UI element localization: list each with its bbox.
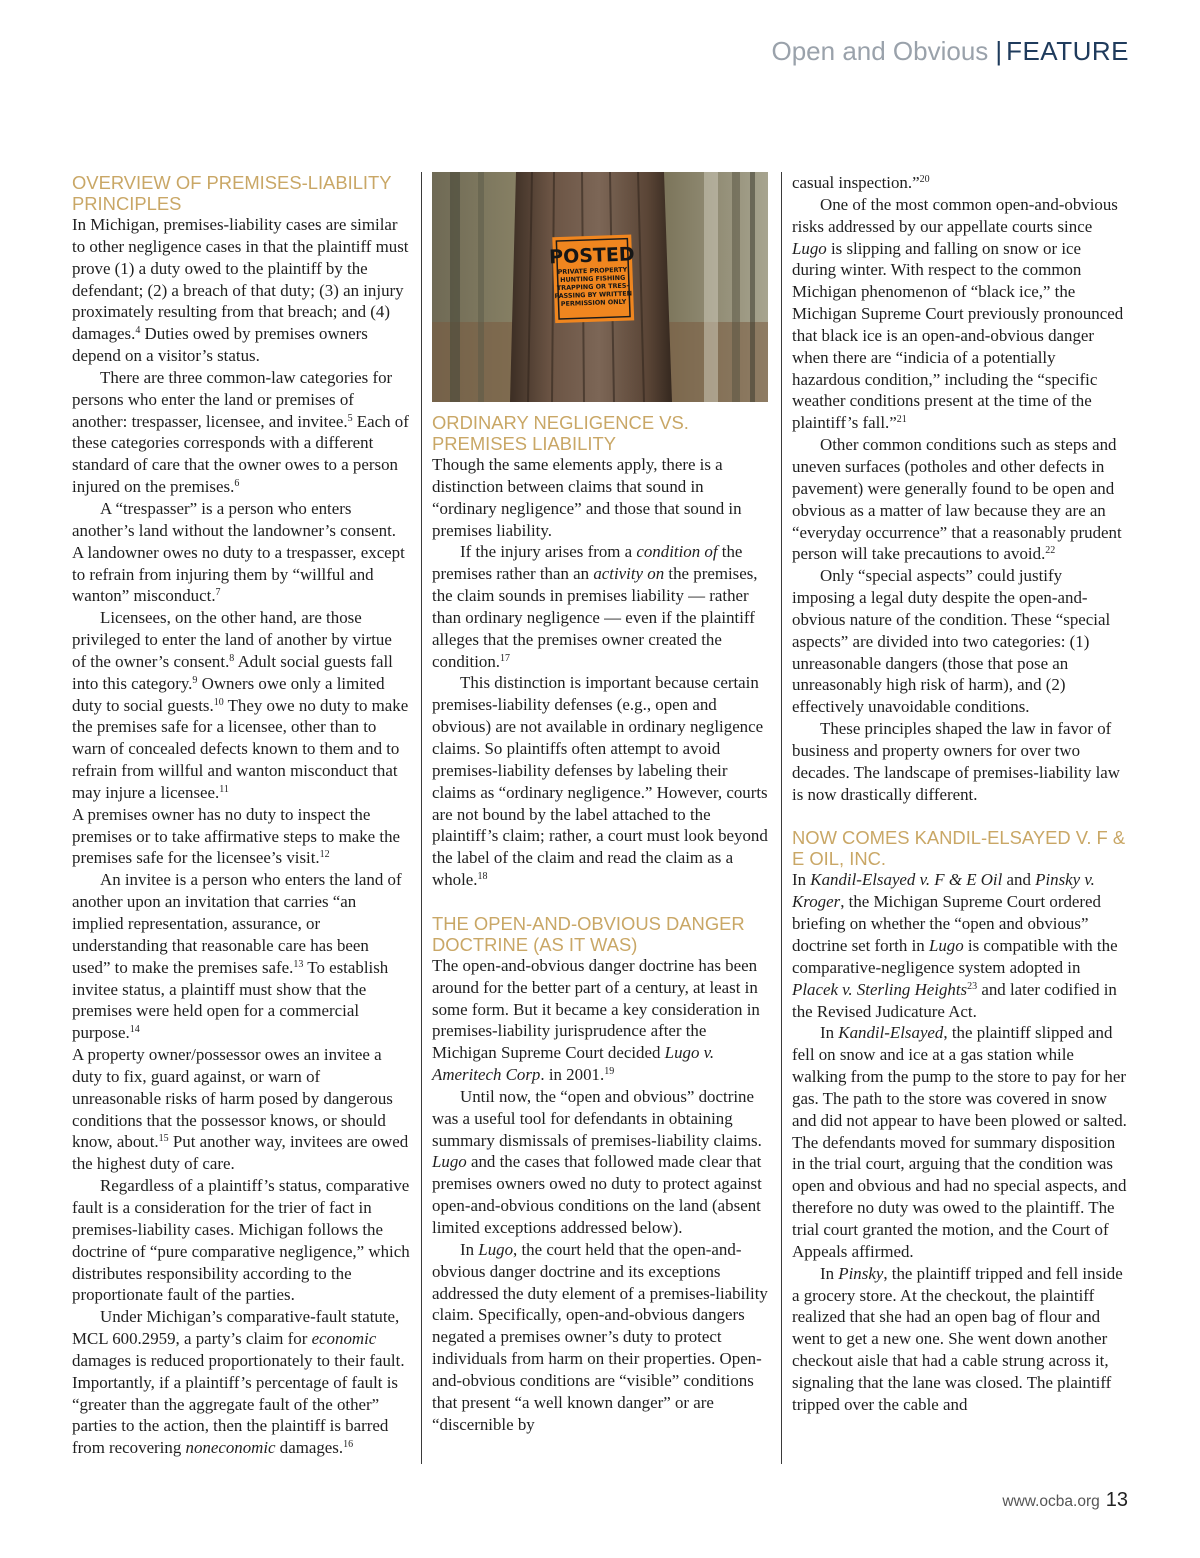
text-run: Under Michigan’s comparative-fault statute, MCL 600.2959, a party’s claim for	[72, 1307, 400, 1349]
italic-text: Lugo	[478, 1239, 514, 1259]
italic-text: Lugo	[432, 1152, 467, 1172]
italic-text: condition of	[636, 542, 718, 562]
footnote-ref: 14	[129, 1024, 140, 1036]
sign-line: PERMISSION ONLY	[560, 297, 627, 308]
text-run: and	[1002, 870, 1036, 890]
footnote-ref: 4	[135, 325, 141, 337]
paragraph	[72, 498, 410, 607]
italic-text: Pinsky	[838, 1263, 884, 1283]
footnote-ref: 11	[219, 783, 229, 795]
article-column-1	[72, 172, 410, 1459]
section-heading: THE OPEN-AND-OBVIOUS DANGER DOCTRINE (AS IT WAS)	[432, 912, 745, 955]
text-run: To establish invitee status, a plaintiff must show that the premises were held open for a commercial purpose.	[72, 957, 389, 1043]
footnote-ref: 5	[347, 412, 353, 424]
column-rule-1	[421, 172, 422, 1464]
text-run: An invitee is a person who enters the land of another upon an invitation that carries “an implied representation, assurance, or understanding that reasonable care has been used” to make the premises safe.	[72, 870, 402, 977]
text-run: Licensees, on the other hand, are those privileged to enter the land of another by virtue of the owner’s consent.	[72, 608, 392, 671]
footnote-ref: 6	[234, 478, 240, 490]
paragraph	[72, 804, 410, 870]
italic-text: Lugo v. Ameritech Corp	[432, 1043, 715, 1085]
italic-text: Kandil-Elsayed v. F & E Oil	[810, 870, 1003, 890]
feature-label: FEATURE	[1006, 36, 1129, 66]
paragraph	[72, 1306, 410, 1459]
italic-text: activity on	[593, 564, 665, 584]
header-separator: |	[995, 36, 1003, 66]
footnote-ref: 7	[215, 587, 221, 599]
footnote-ref: 10	[213, 696, 224, 708]
text-run: Regardless of a plaintiff’s status, comparative fault is a consideration for the trier of fact in premises-liability cases. Michigan follows the doctrine of “pure comparative negligence,” which distributes responsibility according to the proportionate fault of the parties.	[72, 1176, 410, 1305]
text-run: If the injury arises from a	[460, 542, 637, 562]
footnote-ref: 20	[919, 174, 930, 185]
paragraph	[72, 1175, 410, 1306]
footnote-ref: 21	[896, 414, 907, 426]
paragraph	[72, 607, 410, 804]
text-run: , the Michigan Supreme Court ordered briefing on whether the “open and obvious” doctrine set forth in	[792, 892, 1101, 955]
paragraph	[432, 955, 770, 1086]
text-run: and the cases that followed made clear that premises owners owed no duty to protect against open-and-obvious conditions on the land (absent limited exceptions addressed below).	[432, 1152, 762, 1237]
footnote-ref: 19	[604, 1066, 615, 1078]
text-run: Each of these categories corresponds with a different standard of care that the owner owes to a person injured on the premises.	[72, 411, 409, 497]
paragraph	[72, 869, 410, 1044]
text-run: Until now, the “open and obvious” doctrine was a useful tool for defendants in obtaining summary dismissals of premises-liability claims.	[432, 1086, 762, 1150]
paragraph	[792, 718, 1128, 805]
text-run: A premises owner has no duty to inspect the premises or to take affirmative steps to make the premises safe for the licensee’s visit.	[72, 804, 401, 868]
footnote-ref: 18	[477, 871, 488, 883]
paragraph	[792, 565, 1128, 718]
text-run: and later codified in the Revised Judicature Act.	[792, 979, 1117, 1021]
sign-line: TRAPPING OR TRES-	[556, 281, 630, 293]
sign-line: HUNTING FISHING	[560, 273, 626, 284]
text-run: A property owner/possessor owes an invitee a duty to fix, guard against, or warn of unreasonable risks of harm posed by dangerous conditions that the possessor knows, or should know, about.	[72, 1045, 393, 1152]
italic-text: noneconomic	[185, 1438, 276, 1458]
text-run: the premises rather than an	[432, 542, 743, 584]
paragraph	[792, 194, 1128, 434]
text-run: In	[820, 1023, 839, 1043]
italic-text: economic	[311, 1329, 377, 1349]
paragraph	[432, 672, 770, 890]
italic-text: Lugo	[928, 936, 964, 955]
page-footer	[1002, 1489, 1128, 1512]
text-run: damages.	[275, 1438, 344, 1458]
text-run: They owe no duty to make the premises safe for a licensee, other than to warn of concealed defects known to them and to refrain from willful and wanton misconduct that may injure a licensee.	[72, 695, 409, 802]
italic-text: Kandil-Elsayed	[838, 1023, 944, 1043]
footnote-ref: 17	[500, 652, 511, 664]
section-title: Open and Obvious	[771, 36, 989, 66]
text-run: There are three common-law categories for persons who enter the land or premises of another: trespasser, licensee, and invitee.	[72, 367, 393, 431]
footnote-ref: 12	[319, 849, 330, 861]
text-run: . in 2001.	[540, 1065, 605, 1085]
section-heading: NOW COMES KANDIL-ELSAYED V. F & E OIL, INC.	[792, 827, 1126, 870]
sign-line: PRIVATE PROPERTY	[557, 265, 628, 277]
article-column-2	[432, 172, 770, 1435]
paragraph	[432, 1086, 770, 1239]
paragraph	[432, 1239, 770, 1436]
text-run: In Michigan, premises-liability cases are similar to other negligence cases in that the plaintiff must prove (1) a duty owed to the plaintiff by the defendant; (2) a breach of that duty; (3) an injury proximately resulting from that breach; and (4) damages.	[72, 215, 409, 344]
text-run: Other common conditions such as steps and uneven surfaces (potholes and other defects in pavement) were generally found to be open and obvious as a matter of law because they are an “everyday occurrence” that a reasonably prudent person will take precautions to avoid.	[792, 435, 1122, 564]
paragraph	[792, 869, 1128, 1022]
footnote-ref: 9	[192, 674, 198, 686]
text-run: The open-and-obvious danger doctrine has been around for the better part of a century, at least in some form. But it became a key consideration in premises-liability jurisprudence after the Michigan Supreme Court decided	[432, 955, 760, 1063]
section-heading: OVERVIEW OF PREMISES-LIABILITY PRINCIPLES	[72, 172, 392, 214]
text-run: casual inspection.”	[792, 173, 920, 192]
footnote-ref: 22	[1045, 545, 1056, 557]
italic-text: Pinsky v. Kroger	[792, 870, 1095, 912]
text-run: Only “special aspects” could justify imposing a legal duty despite the open-and-obvious nature of the condition. These “special aspects” are divided into two categories: (1) unreasonable dangers (those that pose an unreasonably high risk of harm), and (2) effectively unavoidable conditions.	[792, 566, 1111, 717]
text-run: Put another way, invitees are owed the highest duty of care.	[72, 1132, 409, 1174]
paragraph	[792, 172, 1128, 194]
paragraph	[72, 214, 410, 367]
paragraph	[792, 1263, 1128, 1416]
section-heading: ORDINARY NEGLIGENCE VS. PREMISES LIABILITY	[432, 412, 689, 454]
paragraph	[432, 541, 770, 672]
italic-text: Lugo	[792, 238, 827, 258]
text-run: This distinction is important because certain premises-liability defenses (e.g., open and obvious) are not available in ordinary negligence claims. So plaintiffs often attempt to avoid premises-liability defenses by labeling their claims as “ordinary negligence.” However, courts are not bound by the label attached to the plaintiff’s claim; rather, a court must look beyond the label of the claim and read the claim as a whole.	[432, 673, 768, 890]
text-run: , the court held that the open-and-obvious danger doctrine and its exceptions addressed the duty element of a premises-liability claim. Specifically, open-and-obvious dangers negated a premises owner’s duty to protect individuals from harm on their properties. Open-and-obvious conditions are “visible” conditions that present “a well known danger” or are “discernible by	[432, 1239, 768, 1434]
paragraph	[792, 434, 1128, 565]
running-header	[772, 34, 1130, 68]
paragraph	[432, 454, 770, 541]
text-run: In	[460, 1239, 479, 1259]
text-run: , the plaintiff slipped and fell on snow and ice at a gas station while walking from the pump to the store to pay for her gas. The path to the store was covered in snow and did not appear to have been plowed or salted. The defendants moved for summary disposition in the trial court, arguing that the condition was open and obvious and had no special aspects, and therefore no duty was owed to the plaintiff. The trial court granted the motion, and the Court of Appeals affirmed.	[792, 1023, 1127, 1261]
text-run: In	[792, 870, 811, 890]
posted-sign-photo	[432, 172, 768, 402]
article-column-3	[792, 172, 1128, 1416]
text-run: Duties owed by premises owners depend on a visitor’s status.	[72, 324, 368, 366]
sign-title: POSTED	[548, 243, 636, 269]
text-run: A “trespasser” is a person who enters another’s land without the landowner’s consent. A landowner owes no duty to a trespasser, except to refrain from injuring them by “willful and wanton” misconduct.	[72, 498, 405, 606]
footnote-ref: 16	[343, 1439, 354, 1451]
page-number: 13	[1105, 1489, 1128, 1511]
italic-text: Placek v. Sterling Heights	[792, 979, 968, 999]
paragraph	[72, 1044, 410, 1175]
text-run: is slipping and falling on snow or ice during winter. With respect to the common Michigan phenomenon of “black ice,” the Michigan Supreme Court previously pronounced that black ice is an open-and-obvious danger when there are “indicia of a potentially hazardous condition,” including the “specific weather conditions present at the time of the plaintiff’s fall.”	[792, 238, 1124, 433]
text-run: is compatible with the comparative-negligence system adopted in	[792, 936, 1118, 977]
sign-line: PASSING BY WRITTEN	[554, 289, 633, 301]
text-run: In	[820, 1263, 839, 1283]
text-run: damages is reduced proportionately to their fault. Importantly, if a plaintiff’s percentage of fault is “greater than the aggregate fault of the other” parties to the action, then the plaintiff is barred from recovering	[72, 1350, 405, 1458]
text-run: One of the most common open-and-obvious risks addressed by our appellate courts since	[792, 194, 1118, 236]
footnote-ref: 23	[967, 980, 978, 992]
footnote-ref: 8	[229, 652, 235, 664]
text-run: , the plaintiff tripped and fell inside a grocery store. At the checkout, the plaintiff realized that she had an open bag of flour and went to get a new one. She went down another checkout aisle that had a cable strung across it, signaling that the lane was closed. The plaintiff tripped over the cable and	[792, 1263, 1123, 1414]
footer-url: www.ocba.org	[1002, 1493, 1100, 1510]
column-rule-2	[781, 172, 782, 1464]
text-run: the premises, the claim sounds in premises liability — rather than ordinary negligence — even if the plaintiff alleges that the premises owner created the condition.	[432, 564, 758, 671]
footnote-ref: 15	[158, 1133, 169, 1145]
text-run: Adult social guests fall into this category.	[72, 651, 393, 693]
text-run: Though the same elements apply, there is a distinction between claims that sound in “ordinary negligence” and those that sound in premises liability.	[432, 455, 742, 540]
footnote-ref: 13	[293, 958, 304, 970]
text-run: These principles shaped the law in favor of business and property owners for over two decades. The landscape of premises-liability law is now drastically different.	[792, 719, 1120, 804]
paragraph	[792, 1022, 1128, 1262]
paragraph	[72, 367, 410, 498]
text-run: Owners owe only a limited duty to social guests.	[72, 673, 385, 715]
